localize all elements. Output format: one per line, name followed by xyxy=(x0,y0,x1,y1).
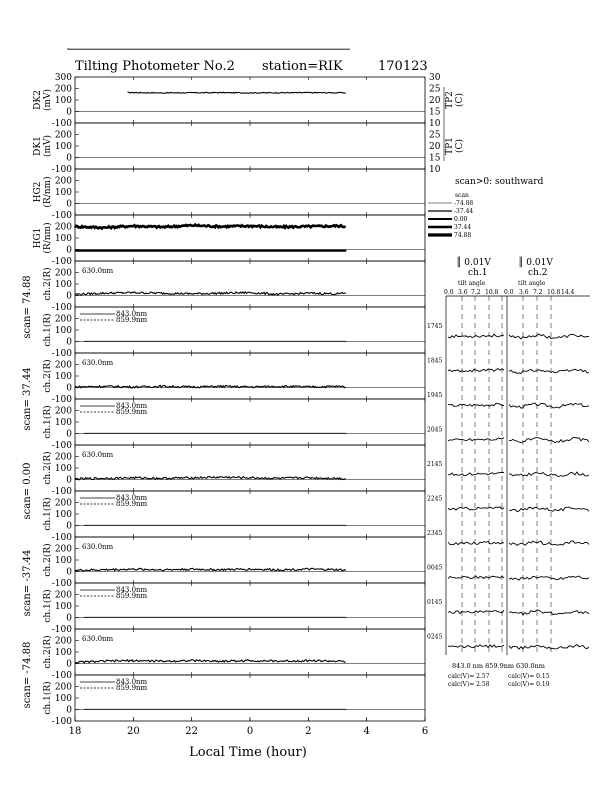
right-tick-label: 15 xyxy=(429,107,441,118)
wavelength-note: 630.0nm xyxy=(82,451,114,459)
y-axis-label: HG1 xyxy=(33,227,43,249)
tilt-tick-label: 10.8 xyxy=(547,289,561,296)
scan-label: scan= 74.88 xyxy=(22,275,33,339)
panel-frame xyxy=(75,445,425,491)
legend-label: 843.0nm xyxy=(116,310,148,318)
ch2-label: ch.2 xyxy=(528,268,548,278)
y-tick-label: 100 xyxy=(54,510,72,520)
y-tick-label: -100 xyxy=(51,303,72,313)
tilt-ch2-trace xyxy=(509,610,589,615)
tilt-ch2-trace xyxy=(509,507,589,512)
legend-label: 859.9nm xyxy=(116,592,148,600)
right-tick-label: 10 xyxy=(429,119,441,129)
legend-label: 843.0nm xyxy=(116,402,148,410)
left-panels xyxy=(33,73,425,727)
tilt-ch1-trace xyxy=(448,438,504,442)
scan-label: scan= -37.44 xyxy=(22,549,33,617)
wavelength-note: 630.0nm xyxy=(82,543,114,551)
y-axis-label: ch.1(R) xyxy=(43,313,53,347)
panel-4 xyxy=(42,261,425,313)
panel-11 xyxy=(42,583,425,635)
y-axis-label: HG2 xyxy=(33,181,43,203)
y-axis-label: ch.1(R) xyxy=(43,681,53,715)
legend-label: 843.0nm xyxy=(116,494,148,502)
y-axis-label: ch.2(R) xyxy=(43,359,53,393)
tilt-tick-label: 10.8 xyxy=(485,289,499,296)
tp1-unit: (C) xyxy=(455,139,465,153)
panel-10 xyxy=(42,537,425,589)
calc-value: calc(V)= 0.19 xyxy=(508,681,550,688)
right-tick-label: 30 xyxy=(429,73,441,83)
y-tick-label: -100 xyxy=(51,349,72,359)
y-tick-label: 200 xyxy=(54,544,72,555)
y-tick-label: 300 xyxy=(54,73,72,83)
panel-7 xyxy=(42,399,425,451)
y-tick-label: 200 xyxy=(54,636,72,647)
station-label: station=RIK xyxy=(262,59,343,74)
tilt-tick-label: 7.2 xyxy=(471,289,481,296)
scan-label: scan= 0.00 xyxy=(22,462,33,520)
y-tick-label: -100 xyxy=(51,671,72,681)
scan-labels xyxy=(22,275,33,708)
panel-5 xyxy=(42,307,425,359)
legend-entry: 0.00 xyxy=(454,216,468,223)
tilt-ch1-trace xyxy=(448,473,504,476)
tilt-title-ch2: tilt angle xyxy=(518,280,546,287)
time-label: 0245 xyxy=(427,633,443,641)
scan-legend xyxy=(428,177,544,239)
time-label: 2245 xyxy=(427,495,443,503)
right-tick-label: 10 xyxy=(429,165,441,175)
y-axis-unit: (mV) xyxy=(43,134,53,158)
y-tick-label: -100 xyxy=(51,625,72,635)
panel-8 xyxy=(42,445,425,497)
tp1-label: TP1 xyxy=(445,137,455,155)
y-axis-label: ch.2(R) xyxy=(43,451,53,485)
y-tick-label: 200 xyxy=(54,130,72,141)
x-axis xyxy=(69,717,429,737)
legend-label: 859.9nm xyxy=(116,684,148,692)
y-tick-label: 100 xyxy=(54,418,72,428)
tilt-title-ch1: tilt angle xyxy=(458,280,486,287)
panel-frame xyxy=(75,353,425,399)
legend-label: 859.9nm xyxy=(116,408,148,416)
x-tick-label: 22 xyxy=(185,726,199,737)
tilt-ch1-trace xyxy=(448,610,504,614)
y-tick-label: 100 xyxy=(54,372,72,382)
x-axis-label: Local Time (hour) xyxy=(189,745,307,760)
y-tick-label: 0 xyxy=(66,705,72,716)
y-axis-unit: (R/nm) xyxy=(43,176,53,208)
legend-title: scan>0: southward xyxy=(455,177,544,187)
y-tick-label: -100 xyxy=(51,165,72,175)
time-label: 1745 xyxy=(427,323,443,330)
legend-entry: 37.44 xyxy=(454,224,472,231)
series-line-5 xyxy=(75,568,346,571)
y-tick-label: 100 xyxy=(54,326,72,336)
tilt-ch1-trace xyxy=(448,645,504,648)
y-tick-label: -100 xyxy=(51,211,72,221)
x-tick-label: 2 xyxy=(305,726,312,737)
y-tick-label: 0 xyxy=(66,567,72,578)
panel-6 xyxy=(42,353,425,405)
y-axis-label: ch.1(R) xyxy=(43,405,53,439)
tilt-tick-label: 3.6 xyxy=(458,289,468,296)
y-tick-label: 100 xyxy=(54,234,72,244)
y-axis-label: DK1 xyxy=(33,136,43,156)
x-tick-label: 4 xyxy=(363,726,370,737)
tilt-tick-label: 3.6 xyxy=(519,289,529,296)
y-tick-label: 100 xyxy=(54,96,72,106)
legend-entry: 74.88 xyxy=(454,232,472,239)
y-tick-label: 200 xyxy=(54,222,72,233)
y-tick-label: 200 xyxy=(54,498,72,509)
time-label: 1845 xyxy=(427,357,443,365)
tilt-ch2-trace xyxy=(509,472,589,476)
y-tick-label: 0 xyxy=(66,153,72,164)
ch2-bottom-label: 630.0nm xyxy=(516,662,545,670)
figure-title: Tilting Photometer No.2 xyxy=(75,59,235,74)
ch1-bottom-label: 843.0 nm 859.9nm xyxy=(452,662,515,670)
y-tick-label: -100 xyxy=(51,533,72,543)
y-tick-label: 100 xyxy=(54,188,72,198)
series-line-2 xyxy=(75,292,346,295)
y-tick-label: 0 xyxy=(66,613,72,624)
ch1-label: ch.1 xyxy=(468,268,488,278)
y-axis-label: ch.2(R) xyxy=(43,635,53,669)
date-label: 170123 xyxy=(378,59,428,74)
y-axis-unit: (R/nm) xyxy=(43,222,53,254)
y-tick-label: 200 xyxy=(54,406,72,417)
x-tick-label: 20 xyxy=(126,726,140,737)
panel-frame xyxy=(75,629,425,675)
y-tick-label: 100 xyxy=(54,694,72,704)
tilt-ch1-trace xyxy=(448,369,504,372)
tilt-ch2-trace xyxy=(509,369,589,373)
y-tick-label: 200 xyxy=(54,268,72,279)
right-tick-label: 25 xyxy=(429,84,441,95)
panel-frame xyxy=(75,215,425,261)
panel-12 xyxy=(42,629,425,681)
wavelength-note: 630.0nm xyxy=(82,267,114,275)
ch1-scale-label: ║ 0.01V xyxy=(456,258,491,268)
y-tick-label: 100 xyxy=(54,464,72,474)
time-label: 2145 xyxy=(427,461,443,468)
legend-label: 843.0nm xyxy=(116,678,148,686)
right-tick-label: 15 xyxy=(429,153,441,164)
y-tick-label: -100 xyxy=(51,487,72,497)
y-axis-label: ch.2(R) xyxy=(43,267,53,301)
y-tick-label: 0 xyxy=(66,429,72,440)
panel-frame xyxy=(75,537,425,583)
y-tick-label: 0 xyxy=(66,659,72,670)
panel-1 xyxy=(33,123,425,175)
panel-3 xyxy=(33,215,425,267)
calc-value: calc(V)= 2.57 xyxy=(448,673,490,680)
ch2-scale-label: ║ 0.01V xyxy=(518,258,553,268)
panel-frame xyxy=(75,123,425,169)
legend-entry: -37.44 xyxy=(454,208,474,215)
panel-0 xyxy=(33,73,425,129)
tilt-ch1-trace xyxy=(448,507,504,510)
y-tick-label: 200 xyxy=(54,682,72,693)
y-tick-label: 200 xyxy=(54,360,72,371)
x-tick-label: 0 xyxy=(246,726,254,737)
tilt-ch2-trace xyxy=(509,334,589,339)
top-wave-line xyxy=(68,48,350,49)
panel-2 xyxy=(33,169,425,221)
tilt-tick-label: 14.4 xyxy=(561,289,575,296)
time-label: 0145 xyxy=(427,599,443,606)
wavelength-note: 630.0nm xyxy=(82,635,114,643)
y-tick-label: 200 xyxy=(54,314,72,325)
tilt-ch2-trace xyxy=(509,438,589,443)
y-tick-label: 200 xyxy=(54,84,72,95)
tilt-ch1-trace xyxy=(448,576,504,579)
tilt-tick-label: 0.0 xyxy=(444,289,454,296)
y-tick-label: -100 xyxy=(51,579,72,589)
tilt-tick-label: 7.2 xyxy=(533,289,543,296)
y-tick-label: 100 xyxy=(54,602,72,612)
time-label: 2345 xyxy=(427,530,443,537)
right-temperature-axis xyxy=(429,73,465,175)
time-label: 2045 xyxy=(427,426,443,434)
y-axis-label: DK2 xyxy=(33,90,43,110)
series-line-0 xyxy=(128,92,346,93)
y-tick-label: 100 xyxy=(54,556,72,566)
y-tick-label: 200 xyxy=(54,452,72,463)
right-tick-label: 20 xyxy=(429,96,441,106)
x-tick-label: 6 xyxy=(421,726,429,737)
scan-label: scan= 37.44 xyxy=(22,367,33,431)
legend-label: 859.9nm xyxy=(116,500,148,508)
tilt-ch2-trace xyxy=(509,403,589,408)
y-tick-label: -100 xyxy=(51,395,72,405)
series-line-1 xyxy=(75,225,346,229)
y-tick-label: 0 xyxy=(66,521,72,532)
y-tick-label: 0 xyxy=(66,383,72,394)
y-tick-label: 100 xyxy=(54,142,72,152)
y-axis-unit: (mV) xyxy=(43,88,53,112)
top-wave-trace xyxy=(68,48,350,49)
calc-value: calc(V)= 0.15 xyxy=(508,673,550,680)
legend-label: 843.0nm xyxy=(116,586,148,594)
tilt-angle-panel xyxy=(427,256,590,688)
tilt-ch1-trace xyxy=(448,542,504,545)
y-tick-label: 0 xyxy=(66,199,72,210)
panel-13 xyxy=(42,675,425,727)
tp2-unit: (C) xyxy=(455,93,465,107)
wavelength-note: 630.0nm xyxy=(82,359,114,367)
time-label: 1945 xyxy=(427,392,443,399)
y-tick-label: 100 xyxy=(54,280,72,290)
tilt-ch2-trace xyxy=(509,645,589,650)
legend-header: scan xyxy=(455,192,469,199)
time-label: 0045 xyxy=(427,564,443,572)
tilt-ch1-trace xyxy=(448,334,504,338)
y-tick-label: 0 xyxy=(66,291,72,302)
panel-9 xyxy=(42,491,425,543)
y-tick-label: 0 xyxy=(66,107,72,118)
legend-entry: -74.88 xyxy=(454,200,474,207)
tp2-label: TP2 xyxy=(445,91,455,109)
panel-frame xyxy=(75,77,425,123)
scan-label: scan= -74.88 xyxy=(22,641,33,709)
panel-frame xyxy=(75,261,425,307)
y-tick-label: 200 xyxy=(54,176,72,187)
series-line-6 xyxy=(75,660,346,664)
y-tick-label: -100 xyxy=(51,119,72,129)
y-axis-label: ch.1(R) xyxy=(43,497,53,531)
right-tick-label: 25 xyxy=(429,130,441,141)
tilt-ch2-trace xyxy=(509,576,589,580)
tilt-tick-label: 0.0 xyxy=(504,289,514,296)
y-tick-label: -100 xyxy=(51,257,72,267)
y-axis-label: ch.1(R) xyxy=(43,589,53,623)
tilt-ch1-trace xyxy=(448,403,504,406)
y-tick-label: -100 xyxy=(51,717,72,727)
panel-frame xyxy=(75,169,425,215)
tilt-ch2-trace xyxy=(509,541,589,546)
x-tick-label: 18 xyxy=(68,726,82,737)
y-axis-label: ch.2(R) xyxy=(43,543,53,577)
y-tick-label: 0 xyxy=(66,245,72,256)
y-tick-label: 0 xyxy=(66,337,72,348)
legend-label: 859.9nm xyxy=(116,316,148,324)
y-tick-label: -100 xyxy=(51,441,72,451)
right-tick-label: 20 xyxy=(429,142,441,152)
y-tick-label: 100 xyxy=(54,648,72,658)
y-tick-label: 200 xyxy=(54,590,72,601)
calc-value: calc(V)= 2.58 xyxy=(448,681,490,688)
y-tick-label: 0 xyxy=(66,475,72,486)
